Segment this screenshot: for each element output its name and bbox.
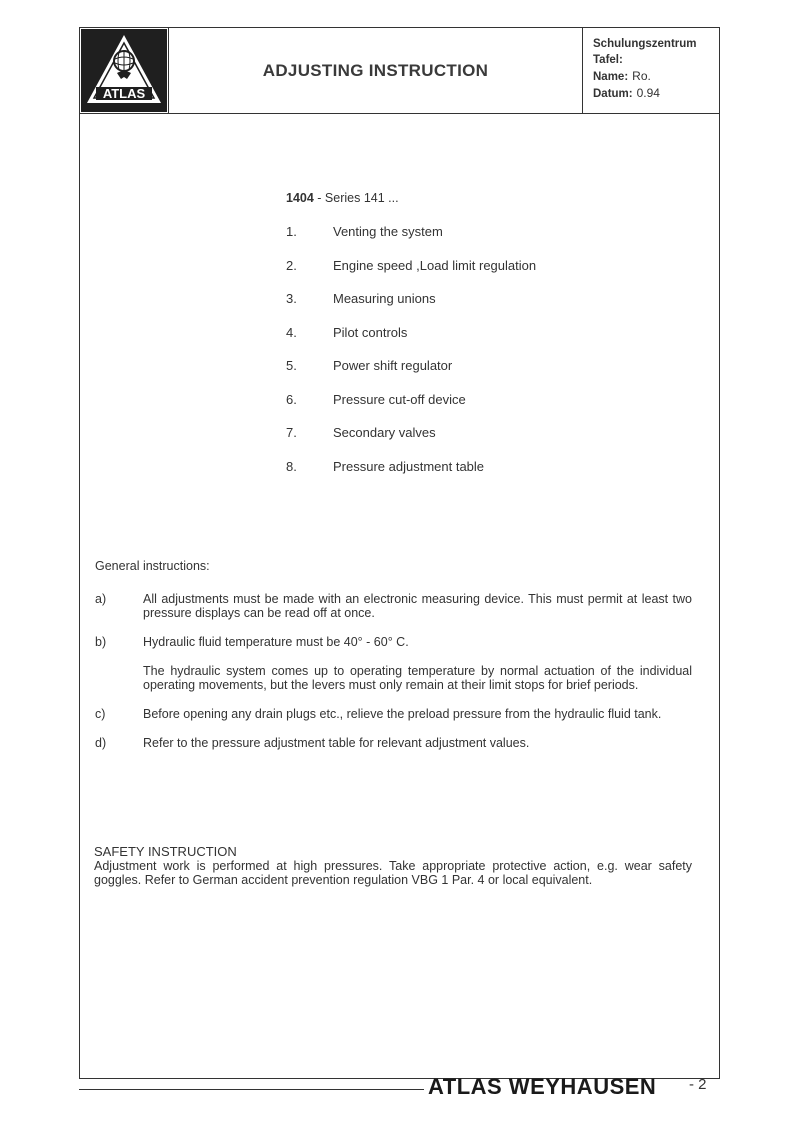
meta-row bbox=[593, 52, 719, 68]
header bbox=[80, 28, 719, 114]
contents-number: 3. bbox=[286, 291, 297, 306]
meta-row bbox=[593, 85, 719, 102]
meta-row bbox=[593, 36, 719, 52]
contents-item bbox=[286, 392, 536, 426]
meta-key: Datum: bbox=[593, 88, 633, 100]
instruction-item bbox=[95, 736, 692, 750]
contents-item bbox=[286, 325, 536, 359]
contents-label: Pilot controls bbox=[333, 324, 408, 340]
contents-number: 4. bbox=[286, 324, 297, 340]
document-frame bbox=[79, 27, 720, 1079]
general-instructions-title: General instructions: bbox=[95, 559, 210, 573]
instruction-paragraph: Refer to the pressure adjustment table for relevant adjustment values. bbox=[143, 736, 530, 750]
contents-number: 6. bbox=[286, 391, 297, 407]
contents-item bbox=[286, 258, 536, 292]
instruction-paragraph: All adjustments must be made with an electronic measuring device. This must permit at least two pressure displays can be read off at once. bbox=[143, 592, 692, 620]
instruction-paragraph: Before opening any drain plugs etc., relieve the preload pressure from the hydraulic fluid tank. bbox=[143, 707, 662, 721]
safety-body: Adjustment work is performed at high pressures. Take appropriate protective action, e.g. wear safety goggles. Refer to German accident prevention regulation VBG 1 Par. 4 or local equivalent. bbox=[94, 859, 692, 887]
instruction-item bbox=[95, 635, 692, 692]
instruction-label: c) bbox=[95, 707, 106, 721]
instruction-label: d) bbox=[95, 736, 107, 750]
instruction-text bbox=[143, 635, 692, 692]
instruction-text bbox=[143, 736, 692, 750]
page-number: - 2 bbox=[689, 1076, 707, 1093]
series-label: - Series 141 ... bbox=[317, 191, 399, 205]
footer-brand: ATLAS WEYHAUSEN bbox=[428, 1074, 657, 1099]
contents-number: 2. bbox=[286, 257, 297, 273]
contents-item bbox=[286, 358, 536, 392]
contents-label: Secondary valves bbox=[333, 425, 436, 440]
instruction-paragraph: The hydraulic system comes up to operating temperature by normal actuation of the individual operating movements, but the levers must only remain at their limit stops for brief periods. bbox=[143, 664, 692, 692]
logo-box bbox=[80, 28, 169, 113]
contents-label: Venting the system bbox=[333, 224, 443, 239]
logo-text: ATLAS bbox=[102, 86, 146, 101]
contents-label: Power shift regulator bbox=[333, 358, 453, 373]
contents-item bbox=[286, 291, 536, 325]
safety-instruction bbox=[94, 845, 692, 887]
atlas-logo bbox=[81, 29, 167, 112]
safety-title: SAFETY INSTRUCTION bbox=[94, 844, 237, 859]
meta-row bbox=[593, 68, 719, 85]
instruction-item bbox=[95, 707, 692, 721]
footer-rule bbox=[79, 1089, 424, 1090]
instruction-item bbox=[95, 592, 692, 620]
meta-key: Schulungszentrum bbox=[593, 38, 697, 50]
contents-item bbox=[286, 459, 536, 493]
contents-label: Engine speed ,Load limit regulation bbox=[333, 257, 537, 273]
meta-key: Tafel: bbox=[593, 54, 623, 66]
document-title: ADJUSTING INSTRUCTION bbox=[262, 60, 489, 80]
instruction-text bbox=[143, 707, 692, 721]
instruction-label: b) bbox=[95, 635, 107, 649]
series-number: 1404 bbox=[286, 191, 314, 205]
contents-item bbox=[286, 425, 536, 459]
meta-box bbox=[582, 28, 719, 113]
contents-number: 1. bbox=[286, 224, 297, 239]
contents-label: Measuring unions bbox=[333, 291, 436, 306]
instruction-label: a) bbox=[95, 592, 107, 606]
meta-value: 0.94 bbox=[636, 86, 660, 100]
contents-label: Pressure cut-off device bbox=[333, 391, 466, 407]
instruction-text bbox=[143, 592, 692, 620]
contents-list bbox=[286, 224, 536, 492]
series-heading bbox=[286, 191, 399, 205]
contents-number: 8. bbox=[286, 458, 297, 474]
meta-key: Name: bbox=[593, 71, 629, 83]
contents-item bbox=[286, 224, 536, 258]
meta-value: Ro. bbox=[632, 69, 651, 83]
contents-label: Pressure adjustment table bbox=[333, 458, 485, 474]
contents-number: 7. bbox=[286, 425, 297, 440]
instruction-paragraph: Hydraulic fluid temperature must be 40° - 60° C. bbox=[143, 635, 409, 649]
general-instructions-list bbox=[95, 592, 692, 765]
contents-number: 5. bbox=[286, 358, 297, 373]
